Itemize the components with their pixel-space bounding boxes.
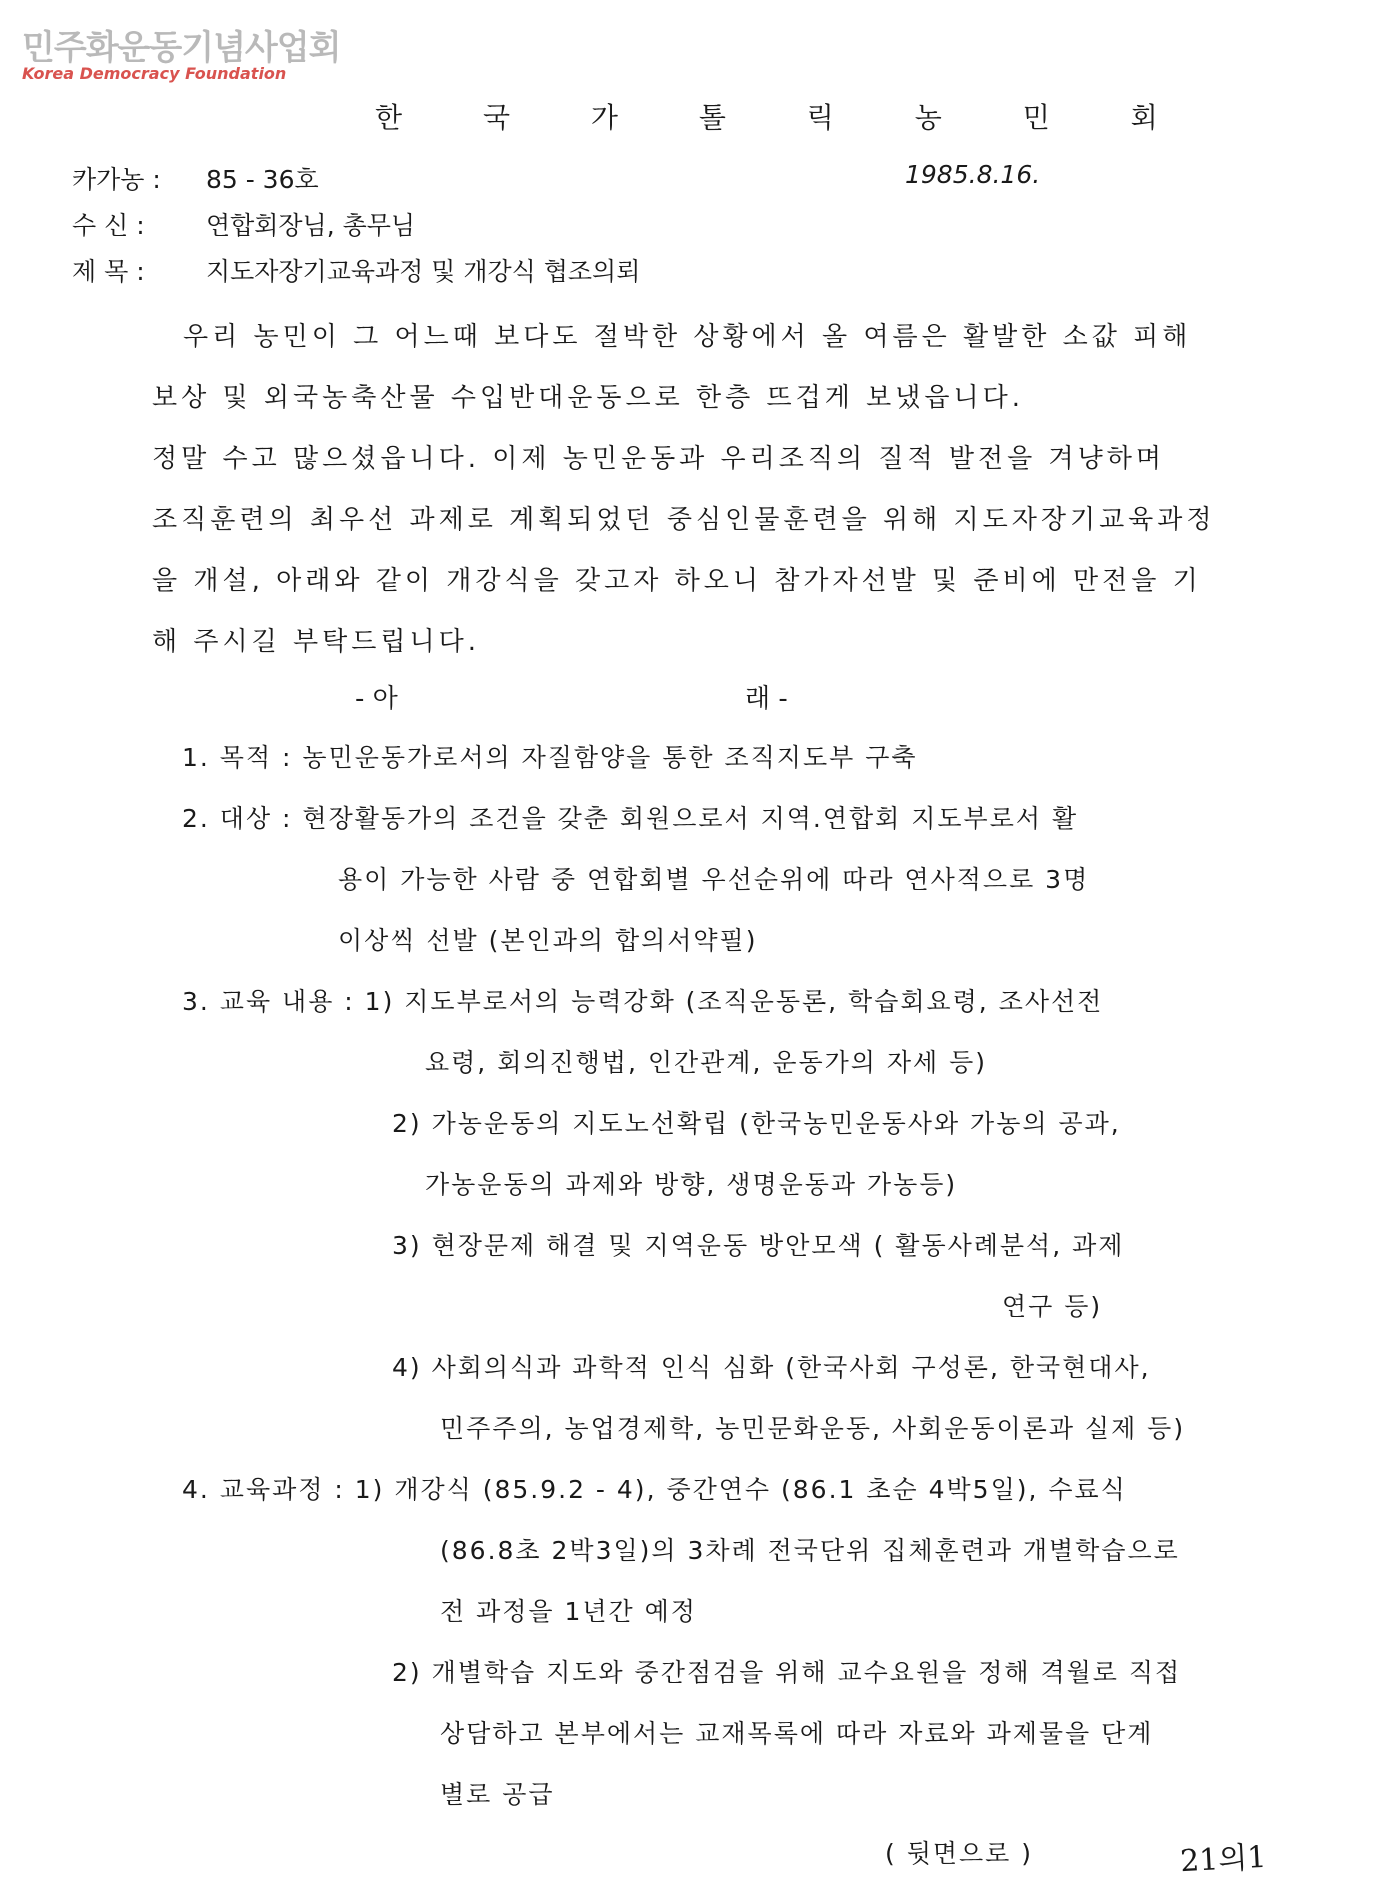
body-line: 보상 및 외국농축산물 수입반대운동으로 한층 뜨겁게 보냈읍니다.: [152, 383, 1024, 413]
watermark-korean: 민주화운동기념사업회: [22, 28, 341, 68]
doc-date: 1985.8.16.: [905, 160, 1041, 189]
body-line: 우리 농민이 그 어느때 보다도 절박한 상황에서 올 여름은 활발한 소값 피해: [183, 322, 1192, 352]
subject-row: [72, 252, 640, 288]
section-heading-right: 래 -: [745, 684, 788, 714]
item-4-line: 상담하고 본부에서는 교재목록에 따라 자료와 과제물을 단계: [440, 1719, 1154, 1748]
item-2: 2. 대상 : 현장활동가의 조건을 갖춘 회원으로서 지역.연합회 지도부로서 활: [182, 804, 1079, 833]
doc-number-label: 카가농 :: [72, 165, 161, 194]
item-4-line: 전 과정을 1년간 예정: [440, 1597, 697, 1626]
item-2-line: 용이 가능한 사람 중 연합회별 우선순위에 따라 연사적으로 3명: [338, 865, 1090, 894]
item-3-line: 민주주의, 농업경제학, 농민문화운동, 사회운동이론과 실제 등): [440, 1414, 1186, 1443]
subject-label: 제 목 :: [72, 257, 145, 286]
item-3-line: 연구 등): [1002, 1292, 1103, 1321]
item-4-line: 2) 개별학습 지도와 중간점검을 위해 교수요원을 정해 격월로 직접: [392, 1658, 1182, 1687]
body-line: 정말 수고 많으셨읍니다. 이제 농민운동과 우리조직의 질적 발전을 겨냥하며: [152, 444, 1165, 474]
body-line: 을 개설, 아래와 같이 개강식을 갖고자 하오니 참가자선발 및 준비에 만전을 기: [152, 566, 1202, 596]
page-mark: 21의1: [1179, 1839, 1268, 1880]
item-3-line: 3) 현장문제 해결 및 지역운동 방안모색 ( 활동사례분석, 과제: [392, 1231, 1125, 1260]
section-heading-left: - 아: [355, 684, 398, 714]
item-3-line: 4) 사회의식과 과학적 인식 심화 (한국사회 구성론, 한국현대사,: [392, 1353, 1151, 1382]
item-3-line: 가농운동의 과제와 방향, 생명운동과 가농등): [425, 1170, 958, 1199]
doc-number: 85 - 36호: [205, 165, 319, 194]
item-3-line: 요령, 회의진행법, 인간관계, 운동가의 자세 등): [425, 1048, 988, 1077]
item-3-line: 2) 가농운동의 지도노선확립 (한국농민운동사와 가농의 공과,: [392, 1109, 1121, 1138]
recipient-row: [72, 206, 415, 242]
doc-number-row: [72, 160, 319, 196]
subject: 지도자장기교육과정 및 개강식 협조의뢰: [205, 257, 641, 286]
item-1: 1. 목적 : 농민운동가로서의 자질함양을 통한 조직지도부 구축: [182, 743, 918, 772]
item-4: 4. 교육과정 : 1) 개강식 (85.9.2 - 4), 중간연수 (86.1 초순 4박5일), 수료식: [182, 1475, 1127, 1504]
item-4-line: 별로 공급: [440, 1780, 555, 1809]
organization-title: 한 국 가 톨 릭 농 민 회: [375, 101, 1194, 134]
watermark-english: Korea Democracy Foundation: [22, 64, 287, 83]
recipient: 연합회장님, 총무님: [205, 211, 416, 240]
continued-note: ( 뒷면으로 ): [885, 1839, 1034, 1868]
item-4-line: (86.8초 2박3일)의 3차례 전국단위 집체훈련과 개별학습으로: [440, 1536, 1180, 1565]
recipient-label: 수 신 :: [72, 211, 145, 240]
item-2-line: 이상씩 선발 (본인과의 합의서약필): [338, 926, 758, 955]
body-line: 조직훈련의 최우선 과제로 계획되었던 중심인물훈련을 위해 지도자장기교육과정: [152, 505, 1216, 535]
body-line: 해 주시길 부탁드립니다.: [152, 627, 480, 657]
item-3: 3. 교육 내용 : 1) 지도부로서의 능력강화 (조직운동론, 학습회요령, 조사선전: [182, 987, 1104, 1016]
